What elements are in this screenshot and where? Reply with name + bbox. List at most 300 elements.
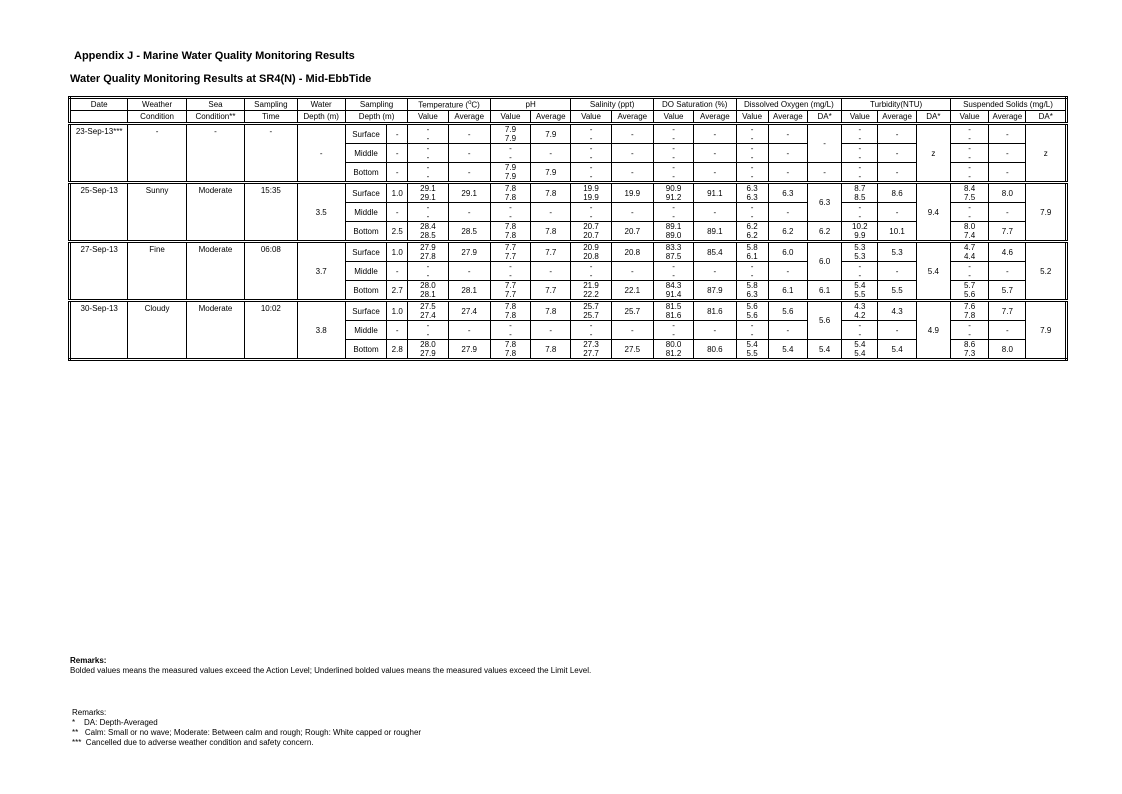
suspended-solids-value-reading: - [968,134,971,143]
do-saturation-value-reading: - [672,163,675,172]
salinity-value-reading: 19.9 [583,193,599,202]
suspended-solids-value-reading: 7.3 [964,349,976,358]
temperature-value-reading: 27.9 [420,243,436,252]
sampling-time-cell: - [245,124,297,183]
table-row [70,242,1067,262]
do-saturation-value [653,144,693,163]
temperature-value [408,163,448,183]
do-saturation-value-reading: - [672,172,675,181]
temperature-average: 28.1 [448,281,490,301]
salinity-value-reading: 20.8 [583,252,599,261]
turbidity-value [842,163,878,183]
do-saturation-value [653,183,693,203]
salinity-average: 25.7 [611,301,653,321]
ph-value-reading: - [509,262,512,271]
header-average: Average [694,111,736,124]
suspended-solids-value [950,321,988,340]
suspended-solids-value-reading: - [968,321,971,330]
table-row [70,301,1067,321]
sea-condition-cell: - [186,124,244,183]
do-saturation-average: - [694,144,736,163]
dissolved-oxygen-value-reading: - [750,125,754,134]
salinity-value-reading: - [589,262,593,271]
do-saturation-value-reading: - [672,144,675,153]
ph-average: - [531,321,571,340]
turbidity-value-reading: - [858,212,862,221]
dissolved-oxygen-value-reading: 5.6 [746,302,758,311]
do-saturation-value-reading: 91.2 [665,193,682,202]
suspended-solids-average: 4.6 [989,242,1026,262]
sampling-depth-cell: - [387,203,408,222]
dissolved-oxygen-average: - [768,144,807,163]
suspended-solids-value-reading: - [968,203,971,212]
temperature-average: 29.1 [448,183,490,203]
dissolved-oxygen-average: - [768,321,807,340]
weather-cell: Cloudy [128,301,186,360]
suspended-solids-value [950,144,988,163]
do-saturation-value-reading: - [672,321,675,330]
temperature-value-reading: 28.4 [420,222,436,231]
do-saturation-value-reading: 81.5 [665,302,682,311]
suspended-solids-value-reading: 5.7 [964,281,976,290]
turbidity-average: - [878,321,916,340]
ph-value-reading: 7.7 [504,281,517,290]
dissolved-oxygen-value-reading: - [750,321,754,330]
salinity-value-reading: - [589,144,593,153]
sampling-depth-cell: 2.7 [387,281,408,301]
temperature-value-reading: - [426,271,430,280]
ph-value [490,163,530,183]
suspended-solids-value-reading: 8.4 [964,184,976,193]
temperature-value [408,242,448,262]
dissolved-oxygen-value [736,340,768,360]
temperature-average: - [448,144,490,163]
salinity-value [571,242,611,262]
salinity-value [571,262,611,281]
turbidity-average: 10.1 [878,222,916,242]
temperature-value [408,203,448,222]
do-saturation-value-reading: 81.6 [665,311,682,320]
salinity-value-reading: - [589,125,593,134]
suspended-solids-value-reading: - [968,262,971,271]
turbidity-value [842,281,878,301]
temperature-average: - [448,321,490,340]
header-temperature: Temperature ($^o$C) [408,98,491,111]
header-da: DA* [1026,111,1067,124]
sampling-depth-cell: - [387,321,408,340]
turbidity-value-reading: 5.5 [854,290,866,299]
suspended-solids-value-reading: - [968,330,971,339]
temperature-average: 28.5 [448,222,490,242]
do-saturation-average: - [694,262,736,281]
do-saturation-average: 85.4 [694,242,736,262]
turbidity-value-reading: - [858,134,862,143]
sampling-level-cell: Middle [345,321,386,340]
suspended-solids-average: - [989,163,1026,183]
salinity-average: - [611,203,653,222]
header-date: Date [70,98,128,111]
turbidity-value-reading: 5.4 [854,349,866,358]
remarks-levels [70,656,591,676]
do-saturation-value [653,124,693,144]
ph-value [490,321,530,340]
dissolved-oxygen-value-reading: 5.5 [746,349,758,358]
do-saturation-value-reading: - [672,153,675,162]
salinity-average: - [611,321,653,340]
suspended-solids-da: 7.9 [1026,301,1067,360]
header-value: Value [950,111,988,124]
temperature-value-reading: 29.1 [420,193,436,202]
temperature-value [408,144,448,163]
salinity-average: - [611,144,653,163]
suspended-solids-value [950,262,988,281]
do-saturation-value-reading: 81.2 [665,349,682,358]
temperature-value [408,262,448,281]
date-cell: 25-Sep-13 [70,183,128,242]
do-saturation-value-reading: 83.3 [665,243,682,252]
dissolved-oxygen-average: 5.4 [768,340,807,360]
header-value: Value [490,111,530,124]
table-row [70,183,1067,203]
dissolved-oxygen-value [736,163,768,183]
footnote: *** Cancelled due to adverse weather condition and safety concern. [72,738,314,747]
temperature-value-reading: 27.8 [420,252,436,261]
turbidity-da: 4.9 [916,301,950,360]
dissolved-oxygen-average: 6.2 [768,222,807,242]
suspended-solids-average: - [989,262,1026,281]
temperature-value-reading: - [426,330,430,339]
header-depth-m: Depth (m) [297,111,345,124]
suspended-solids-average: 5.7 [989,281,1026,301]
ph-value-reading: - [509,203,512,212]
header-average: Average [878,111,916,124]
weather-cell: Fine [128,242,186,301]
footnote: * DA: Depth-Averaged [72,718,158,727]
do-saturation-value-reading: 91.4 [665,290,682,299]
temperature-value [408,222,448,242]
temperature-value-reading: 27.5 [420,302,436,311]
sampling-time-cell: 06:08 [245,242,297,301]
ph-value-reading: 7.8 [504,349,517,358]
salinity-value-reading: - [589,153,593,162]
sampling-level-cell: Surface [345,242,386,262]
ph-value [490,203,530,222]
turbidity-value-reading: 8.7 [854,184,866,193]
turbidity-value-reading: 5.4 [854,340,866,349]
footnote: ** Calm: Small or no wave; Moderate: Between calm and rough; Rough: White capped or rougher [72,728,422,737]
dissolved-oxygen-bottom-da: 6.1 [807,281,841,301]
ph-value [490,144,530,163]
water-depth-cell: 3.7 [297,242,345,301]
header-value: Value [736,111,768,124]
temperature-value-reading: - [426,144,430,153]
do-saturation-value [653,222,693,242]
suspended-solids-value-reading: 7.5 [964,193,976,202]
suspended-solids-value-reading: 7.4 [964,231,976,240]
temperature-value [408,124,448,144]
turbidity-average: 8.6 [878,183,916,203]
remarks-title: Remarks: [72,708,107,717]
dissolved-oxygen-value-reading: - [750,330,754,339]
temperature-value-reading: 28.1 [420,290,436,299]
turbidity-value [842,222,878,242]
turbidity-average: - [878,203,916,222]
sampling-depth-cell: - [387,124,408,144]
salinity-value-reading: - [589,321,593,330]
salinity-value [571,222,611,242]
salinity-value [571,281,611,301]
sea-condition-cell: Moderate [186,183,244,242]
do-saturation-value [653,242,693,262]
turbidity-da: 5.4 [916,242,950,301]
salinity-value-reading: - [589,172,593,181]
temperature-value-reading: 29.1 [420,184,436,193]
suspended-solids-da: 5.2 [1026,242,1067,301]
temperature-average: - [448,262,490,281]
temperature-value-reading: - [426,321,430,330]
salinity-average: 20.7 [611,222,653,242]
turbidity-value-reading: - [858,271,862,280]
sampling-level-cell: Bottom [345,163,386,183]
suspended-solids-average: - [989,144,1026,163]
sampling-depth-cell: 1.0 [387,301,408,321]
header-sampling-depth: Sampling [345,98,407,111]
temperature-value-reading: - [426,203,430,212]
ph-value [490,340,530,360]
temperature-value [408,301,448,321]
sampling-depth-cell: - [387,163,408,183]
turbidity-value [842,301,878,321]
ph-value [490,242,530,262]
salinity-value-reading: 19.9 [583,184,599,193]
turbidity-value [842,321,878,340]
sampling-level-cell: Bottom [345,222,386,242]
suspended-solids-value-reading: - [968,172,971,181]
temperature-average: 27.9 [448,340,490,360]
suspended-solids-average: - [989,203,1026,222]
turbidity-average: - [878,163,916,183]
suspended-solids-value-reading: - [968,212,971,221]
suspended-solids-value-reading: - [968,144,971,153]
header-sea-condition: Condition** [186,111,244,124]
suspended-solids-value-reading: - [968,271,971,280]
turbidity-average: 5.3 [878,242,916,262]
salinity-value-reading: 27.7 [583,349,599,358]
ph-value-reading: 7.7 [504,252,517,261]
dissolved-oxygen-da: 5.6 [807,301,841,340]
salinity-value-reading: 20.9 [583,243,599,252]
turbidity-value-reading: 4.3 [854,302,866,311]
turbidity-value [842,124,878,144]
sampling-level-cell: Surface [345,124,386,144]
do-saturation-value-reading: - [672,134,675,143]
sampling-level-cell: Middle [345,144,386,163]
dissolved-oxygen-value-reading: 5.6 [746,311,758,320]
header-average: Average [611,111,653,124]
sampling-level-cell: Middle [345,262,386,281]
header-sampling-time: Sampling [245,98,297,111]
do-saturation-value-reading: 84.3 [665,281,682,290]
ph-value [490,124,530,144]
do-saturation-average: 91.1 [694,183,736,203]
dissolved-oxygen-value-reading: 6.2 [746,222,758,231]
ph-average: 7.8 [531,222,571,242]
suspended-solids-value-reading: 4.7 [964,243,976,252]
header-salinity: Salinity (ppt) [571,98,654,111]
dissolved-oxygen-value-reading: - [750,134,754,143]
temperature-value-reading: - [426,153,430,162]
dissolved-oxygen-bottom-da: 6.2 [807,222,841,242]
salinity-value [571,321,611,340]
dissolved-oxygen-value-reading: 5.4 [746,340,758,349]
suspended-solids-value [950,340,988,360]
sea-condition-cell: Moderate [186,301,244,360]
do-saturation-average: 89.1 [694,222,736,242]
suspended-solids-value [950,301,988,321]
ph-value-reading: 7.8 [504,311,517,320]
header-average: Average [989,111,1026,124]
suspended-solids-value-reading: - [968,163,971,172]
do-saturation-value-reading: 89.1 [665,222,682,231]
suspended-solids-average: 7.7 [989,222,1026,242]
salinity-average: 22.1 [611,281,653,301]
dissolved-oxygen-value-reading: - [750,144,754,153]
temperature-average: - [448,203,490,222]
turbidity-value-reading: - [858,125,862,134]
suspended-solids-value [950,222,988,242]
turbidity-average: 4.3 [878,301,916,321]
do-saturation-value-reading: - [672,125,675,134]
do-saturation-value-reading: 89.0 [665,231,682,240]
do-saturation-value [653,163,693,183]
suspended-solids-value [950,281,988,301]
ph-value-reading: - [509,271,512,280]
salinity-value [571,301,611,321]
ph-average: - [531,262,571,281]
sampling-depth-cell: 1.0 [387,242,408,262]
salinity-value-reading: - [589,330,593,339]
ph-value [490,281,530,301]
sampling-level-cell: Surface [345,301,386,321]
dissolved-oxygen-average: 6.0 [768,242,807,262]
temperature-value [408,183,448,203]
header-blank [70,111,128,124]
header-suspended-solids: Suspended Solids (mg/L) [950,98,1066,111]
do-saturation-value-reading: - [672,262,675,271]
turbidity-value-reading: 4.2 [854,311,866,320]
turbidity-value [842,340,878,360]
ph-value-reading: 7.8 [504,231,517,240]
dissolved-oxygen-value [736,183,768,203]
suspended-solids-average: - [989,124,1026,144]
header-value: Value [653,111,693,124]
do-saturation-average: - [694,163,736,183]
dissolved-oxygen-value-reading: - [750,212,754,221]
temperature-value-reading: 28.0 [420,340,436,349]
header-value: Value [842,111,878,124]
turbidity-value-reading: 5.3 [854,252,866,261]
header-sampling-depth-m: Depth (m) [345,111,407,124]
dissolved-oxygen-average: 6.1 [768,281,807,301]
do-saturation-value-reading: - [672,212,675,221]
dissolved-oxygen-value-reading: 5.8 [746,281,758,290]
suspended-solids-value-reading: - [968,125,971,134]
sampling-depth-cell: 2.5 [387,222,408,242]
header-average: Average [768,111,807,124]
dissolved-oxygen-value-reading: - [750,203,754,212]
temperature-value [408,321,448,340]
dissolved-oxygen-value [736,203,768,222]
dissolved-oxygen-value-reading: - [750,271,754,280]
suspended-solids-value-reading: 8.0 [964,222,976,231]
suspended-solids-value-reading: 4.4 [964,252,976,261]
turbidity-value-reading: - [858,163,862,172]
ph-value-reading: 7.9 [504,163,517,172]
remarks-text: Bolded values means the measured values exceed the Action Level; Underlined bolded values means the measured values exceed the Limit Level. [70,666,592,675]
turbidity-value-reading: 10.2 [852,222,868,231]
ph-average: 7.8 [531,183,571,203]
turbidity-value-reading: 5.4 [854,281,866,290]
header-value: Value [408,111,448,124]
salinity-value-reading: 22.2 [583,290,599,299]
salinity-value-reading: - [589,163,593,172]
sampling-depth-cell: - [387,262,408,281]
dissolved-oxygen-average: 6.3 [768,183,807,203]
turbidity-average: - [878,124,916,144]
suspended-solids-value-reading: 7.8 [964,311,976,320]
ph-value-reading: - [509,330,512,339]
ph-value-reading: 7.7 [504,290,517,299]
sea-condition-cell: Moderate [186,242,244,301]
salinity-average: - [611,163,653,183]
suspended-solids-average: 8.0 [989,340,1026,360]
ph-value-reading: 7.8 [504,302,517,311]
ph-average: 7.9 [531,124,571,144]
dissolved-oxygen-value-reading: 6.3 [746,193,758,202]
dissolved-oxygen-average: - [768,262,807,281]
dissolved-oxygen-average: - [768,203,807,222]
turbidity-value [842,144,878,163]
header-da: DA* [916,111,950,124]
dissolved-oxygen-value-reading: - [750,163,754,172]
salinity-average: 20.8 [611,242,653,262]
salinity-value-reading: - [589,203,593,212]
ph-value [490,183,530,203]
dissolved-oxygen-value-reading: 6.3 [746,184,758,193]
suspended-solids-da: z [1026,124,1067,183]
weather-cell: - [128,124,186,183]
suspended-solids-value [950,183,988,203]
ph-value-reading: 7.9 [504,172,517,181]
dissolved-oxygen-value [736,222,768,242]
do-saturation-value [653,281,693,301]
remarks-footnotes [72,708,421,748]
turbidity-value-reading: 8.5 [854,193,866,202]
suspended-solids-value-reading: 5.6 [964,290,976,299]
turbidity-average: 5.4 [878,340,916,360]
turbidity-value-reading: - [858,262,862,271]
ph-average: 7.8 [531,340,571,360]
turbidity-value [842,262,878,281]
suspended-solids-value [950,163,988,183]
temperature-average: - [448,124,490,144]
ph-value [490,301,530,321]
ph-value-reading: 7.8 [504,193,517,202]
ph-value-reading: - [509,153,512,162]
weather-cell: Sunny [128,183,186,242]
ph-average: - [531,203,571,222]
dissolved-oxygen-da: - [807,124,841,163]
